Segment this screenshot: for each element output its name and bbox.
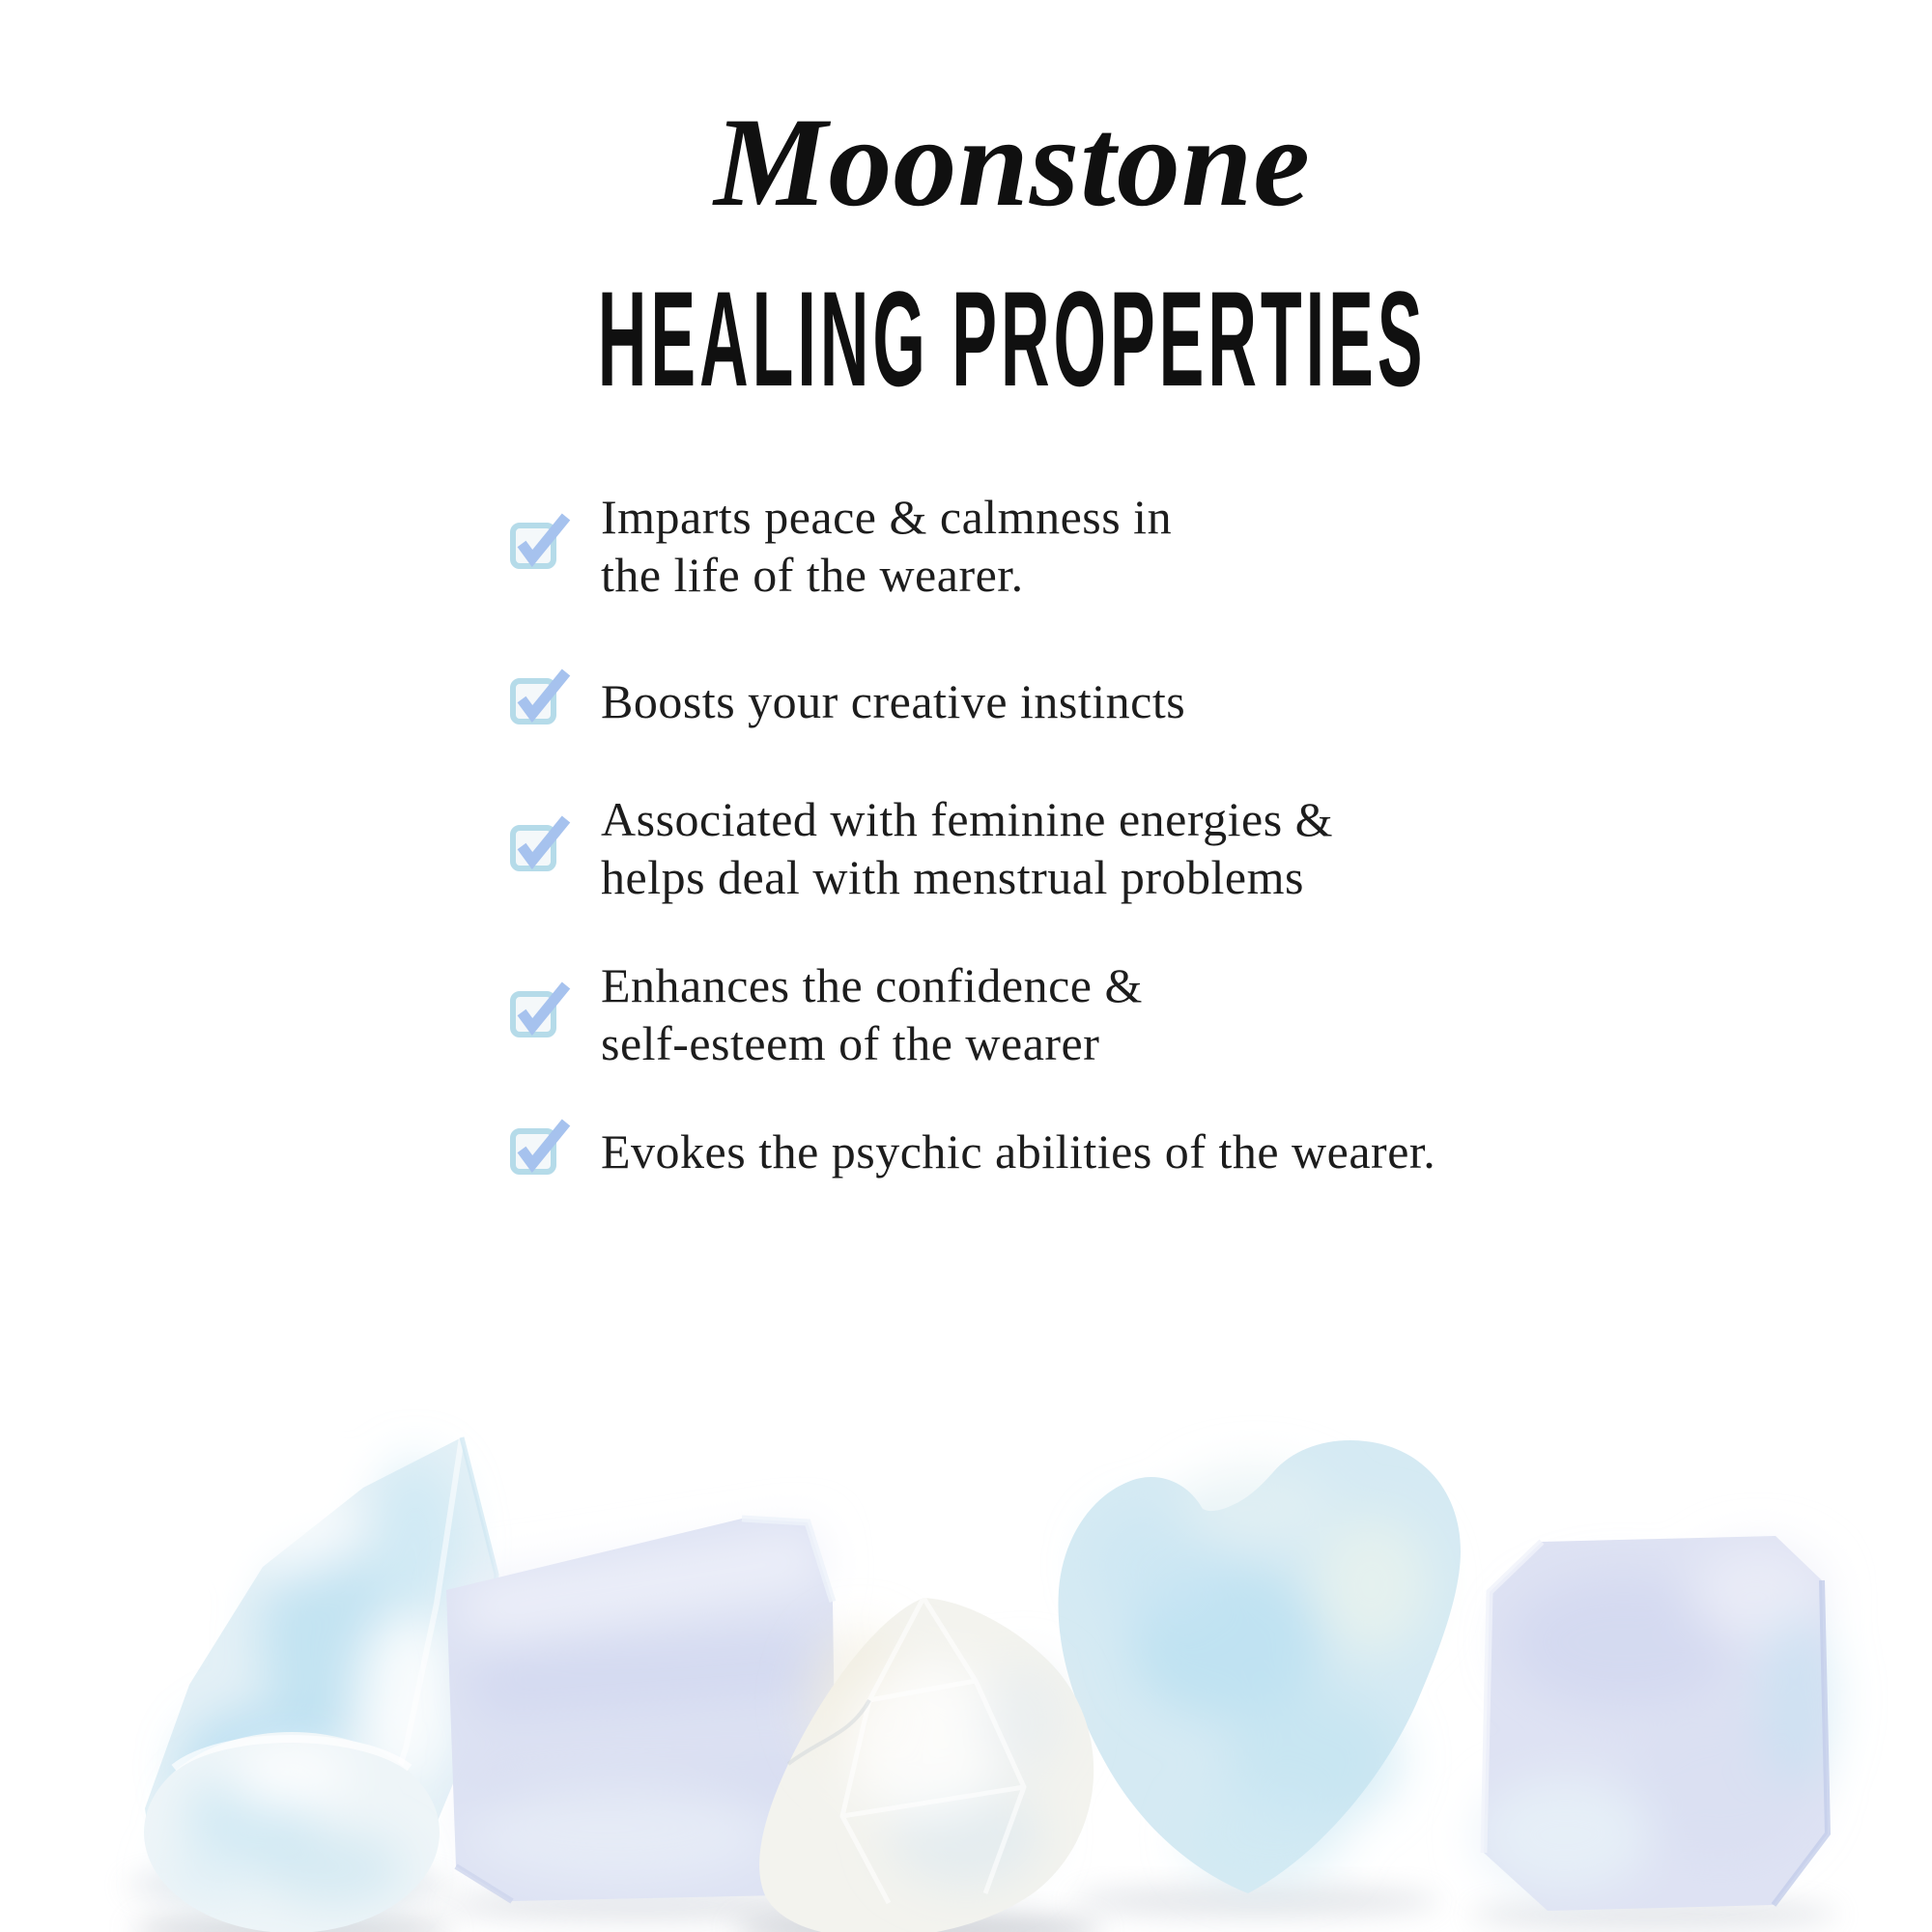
property-item-5 — [510, 1122, 1435, 1180]
checked-checkbox-icon — [510, 825, 556, 871]
property-item-1 — [510, 488, 1172, 604]
property-line: Boosts your creative instincts — [601, 674, 1186, 728]
property-item-text — [601, 1122, 1435, 1180]
property-item-text — [601, 672, 1185, 730]
checkmark-icon — [512, 980, 574, 1041]
property-line: Enhances the confidence & — [601, 958, 1143, 1012]
property-line: Associated with feminine energies & — [601, 792, 1334, 846]
property-line: self-esteem of the wearer — [601, 1016, 1100, 1070]
checked-checkbox-icon — [510, 523, 556, 569]
checkmark-icon — [512, 667, 574, 728]
gem-square-emerald-cut — [1478, 1536, 1835, 1911]
header — [46, 85, 1932, 240]
moonstone-gems-image — [0, 1391, 1932, 1932]
gem-round-cabochon — [144, 1732, 440, 1932]
checkmark-icon — [512, 1117, 574, 1179]
checked-checkbox-icon — [510, 1128, 556, 1175]
property-line: Imparts peace & calmness in — [601, 490, 1173, 544]
page-subtitle-text: HEALING PROPERTIES — [598, 263, 1427, 414]
checkmark-icon — [512, 813, 574, 875]
checkmark-icon — [512, 511, 574, 573]
checked-checkbox-icon — [510, 991, 556, 1037]
checked-checkbox-icon — [510, 678, 556, 724]
property-item-text — [601, 956, 1143, 1072]
property-item-2 — [510, 672, 1185, 730]
property-line: the life of the wearer. — [601, 548, 1024, 602]
page-subtitle — [46, 263, 1932, 414]
gem-heart-cabochon — [1058, 1440, 1461, 1893]
subheader — [46, 263, 1932, 414]
property-item-text — [601, 488, 1172, 604]
property-line: Evokes the psychic abilities of the wearer. — [601, 1124, 1436, 1179]
property-item-3 — [510, 790, 1333, 906]
page-title: Moonstone — [714, 91, 1311, 233]
property-line: helps deal with menstrual problems — [601, 850, 1304, 904]
property-item-4 — [510, 956, 1143, 1072]
property-item-text — [601, 790, 1333, 906]
